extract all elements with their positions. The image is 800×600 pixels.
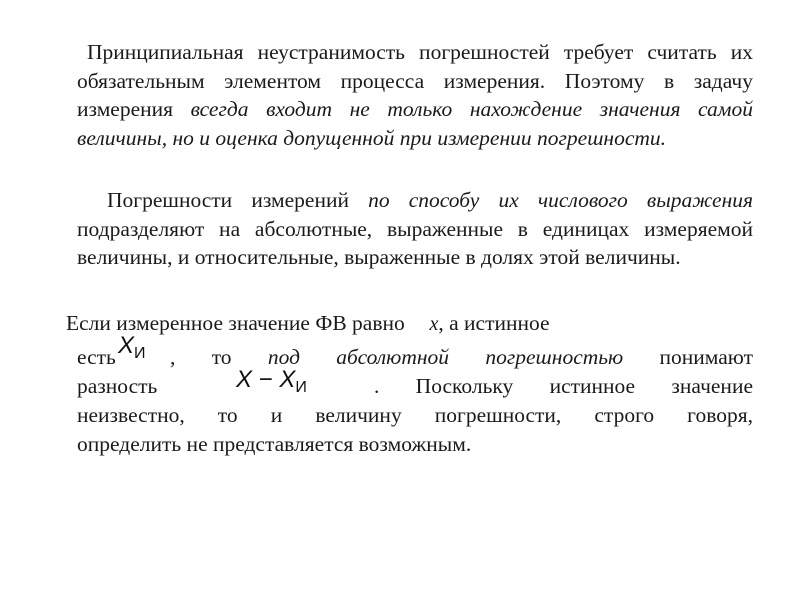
formula-measured-symbol: X xyxy=(236,366,253,393)
paragraph-3-line-2-start: есть xyxy=(77,345,116,369)
formula-minus: − xyxy=(258,366,273,393)
measured-value-symbol: x xyxy=(429,313,439,335)
paragraph-3-line-1-end: , а истинное xyxy=(438,311,550,335)
paragraph-3-line-3-end: . Поскольку истинное значение xyxy=(374,374,753,398)
paragraph-3-line-1-start: Если измеренное значение ФВ равно xyxy=(66,311,405,335)
paragraph-2-text-end: подразделяют на абсолютные, выраженные в единицах измеряемой величины, и относительные, выраженные в долях этой величины. xyxy=(77,216,753,269)
true-value-symbol: X xyxy=(118,332,135,359)
paragraph-1-text: Принципиальная неустранимость погрешностей требует считать их обязательным элементом процесса измерения. Поэтому в задачу измерения xyxy=(77,40,753,121)
absolute-error-formula xyxy=(236,366,307,397)
true-value-formula xyxy=(118,332,146,363)
paragraph-3-line-5: определить не представляется возможным. xyxy=(77,432,472,456)
paragraph-2-text-start: Погрешности измерений xyxy=(107,188,369,212)
formula-true-symbol: X xyxy=(279,366,296,393)
absolute-error-term: под абсолютной погрешностью xyxy=(267,345,624,369)
paragraph-3-line-4: неизвестно, то и величину погрешности, строго говоря, xyxy=(77,403,753,427)
paragraph-3-line-2-rest: , то под абсолютной погрешностью понимают xyxy=(170,345,753,369)
paragraph-2-emphasis: по способу их числового выражения xyxy=(368,188,753,212)
formula-true-subscript: И xyxy=(295,379,307,396)
paragraph-error-classification xyxy=(77,186,753,272)
paragraph-3-line-3-start: разность xyxy=(77,374,158,398)
true-value-subscript: И xyxy=(134,345,146,362)
paragraph-error-inevitability xyxy=(77,38,753,152)
paragraph-1-emphasis: всегда входит не только нахождение значения самой величины, но и оценка допущенной при измерении погрешности. xyxy=(77,97,753,150)
